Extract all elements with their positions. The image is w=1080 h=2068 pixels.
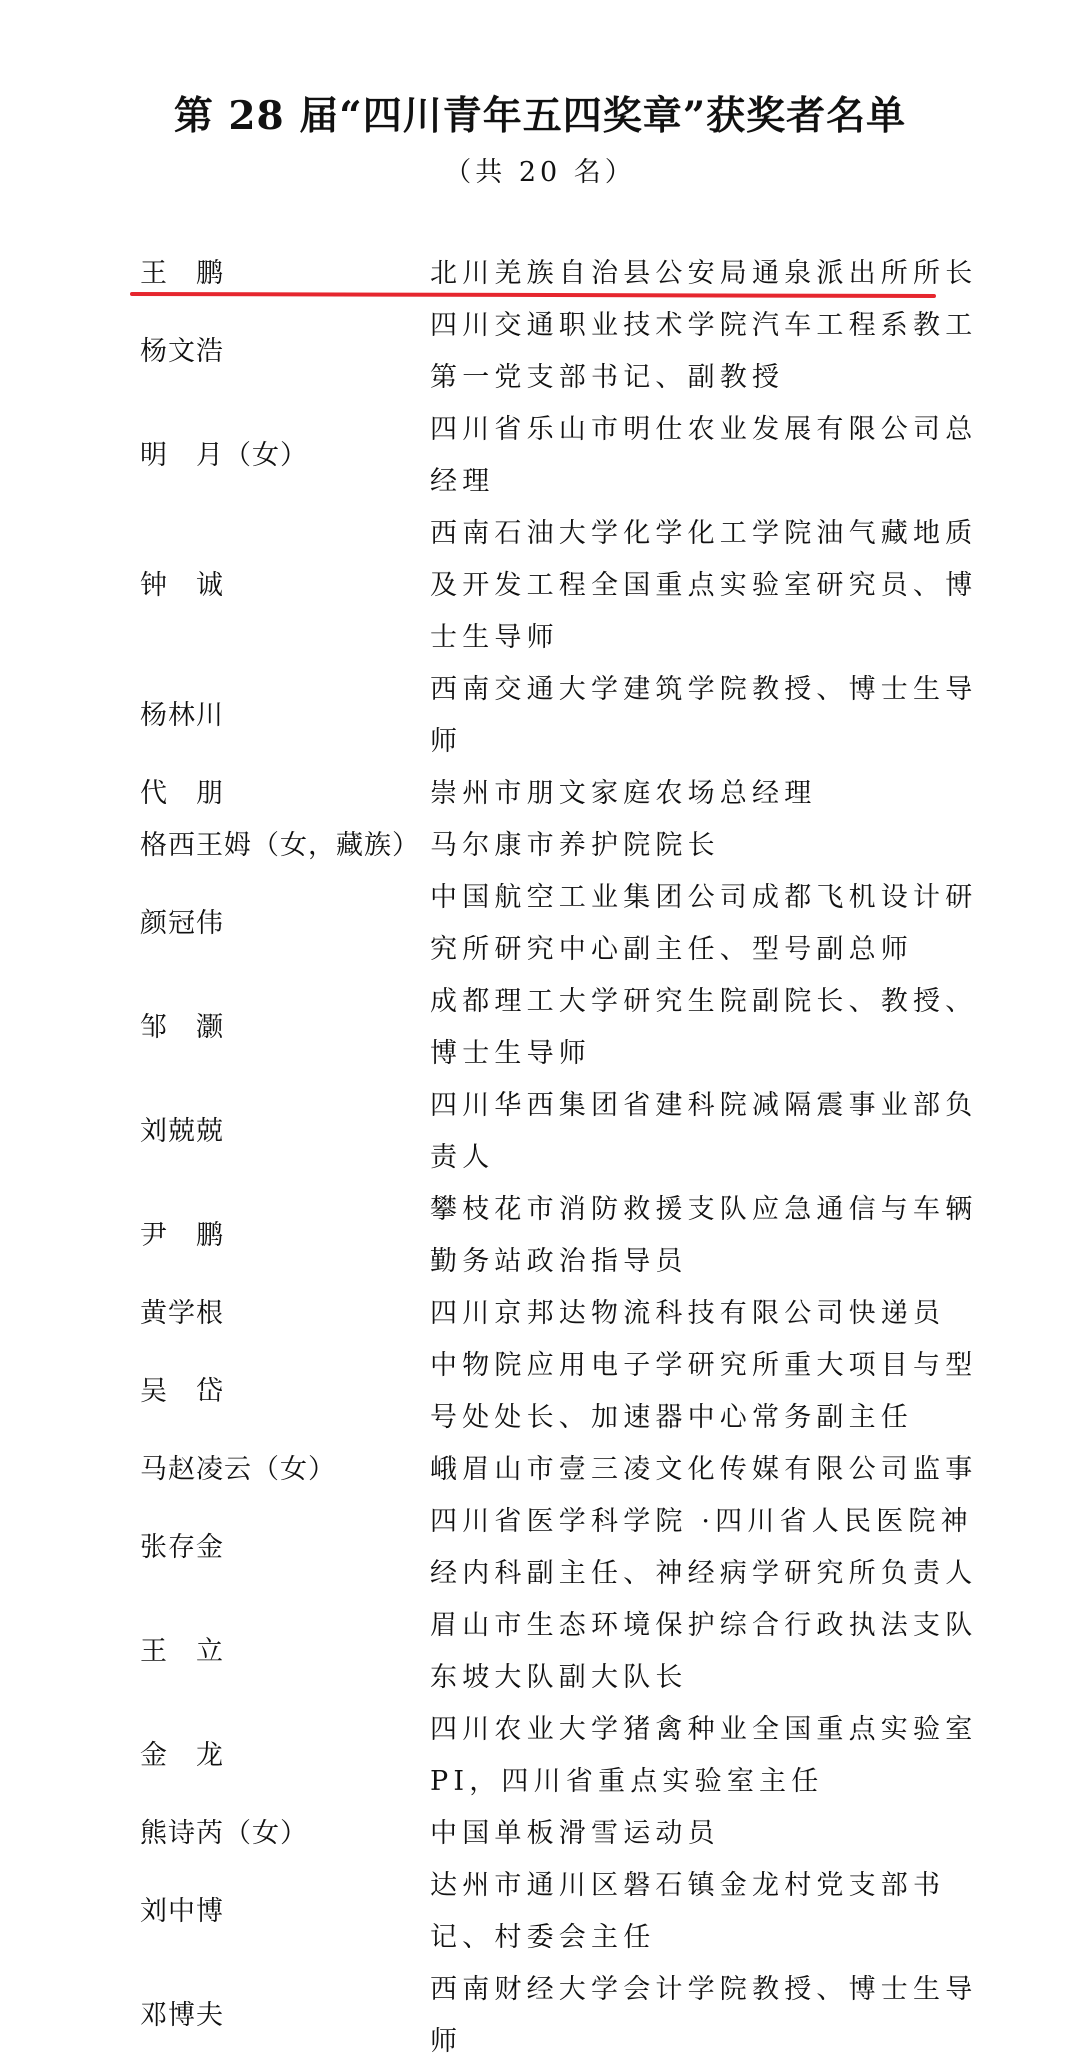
awardee-row: [0, 1496, 1080, 1600]
awardee-position: 马尔康市养护院院长: [430, 830, 720, 861]
awardee-position: 峨眉山市壹三凌文化传媒有限公司监事: [430, 1454, 978, 1485]
awardee-row: [0, 1964, 1080, 2068]
awardee-position: 成都理工大学研究生院副院长、教授、博士生导师: [430, 986, 978, 1069]
awardee-name: 金 龙: [140, 1740, 224, 1771]
awardee-name: 吴 岱: [140, 1376, 224, 1407]
awardee-name: 王 鹏: [140, 258, 224, 289]
awardee-name: 杨文浩: [140, 336, 224, 367]
awardee-row: [0, 508, 1080, 664]
awardee-name: 尹 鹏: [140, 1220, 224, 1251]
awardee-row: [0, 1080, 1080, 1184]
awardee-name: 颜冠伟: [140, 908, 224, 939]
awardee-row: [0, 664, 1080, 768]
awardee-row: [0, 1184, 1080, 1288]
awardee-position: 中物院应用电子学研究所重大项目与型号处处长、加速器中心常务副主任: [430, 1350, 978, 1433]
awardee-position: 达州市通川区磐石镇金龙村党支部书记、村委会主任: [430, 1870, 946, 1953]
awardee-row: [0, 1808, 1080, 1860]
awardee-position: 北川羌族自治县公安局通泉派出所所长: [430, 258, 978, 289]
awardee-row: [0, 1860, 1080, 1964]
awardee-position: 崇州市朋文家庭农场总经理: [430, 778, 817, 809]
awardee-position: 四川省乐山市明仕农业发展有限公司总经理: [430, 414, 978, 497]
awardee-position: 攀枝花市消防救援支队应急通信与车辆勤务站政治指导员: [430, 1194, 978, 1277]
awardee-row: [0, 404, 1080, 508]
awardee-row: [0, 1288, 1080, 1340]
awardee-row: [0, 768, 1080, 820]
awardee-position: 四川华西集团省建科院减隔震事业部负责人: [430, 1090, 978, 1173]
awardee-row: [0, 1444, 1080, 1496]
awardee-name: 刘兢兢: [140, 1116, 224, 1147]
awardee-name: 代 朋: [140, 778, 224, 809]
awardee-name: 明 月（女）: [140, 440, 308, 471]
awardee-name: 马赵凌云（女）: [140, 1454, 336, 1485]
awardee-name: 黄学根: [140, 1298, 224, 1329]
awardee-position: 西南财经大学会计学院教授、博士生导师: [430, 1974, 978, 2057]
awardee-name: 邓博夫: [140, 2000, 224, 2031]
awardee-row: [0, 1340, 1080, 1444]
awardee-row: [0, 976, 1080, 1080]
awardee-row: [0, 872, 1080, 976]
awardee-name: 王 立: [140, 1636, 224, 1667]
awardee-name: 邹 灏: [140, 1012, 224, 1043]
awardee-position: 西南石油大学化学化工学院油气藏地质及开发工程全国重点实验室研究员、博士生导师: [430, 518, 978, 653]
page-title: 第 28 届“四川青年五四奖章”获奖者名单: [173, 93, 907, 139]
awardee-position: 四川京邦达物流科技有限公司快递员: [430, 1298, 946, 1329]
awardee-position: 四川交通职业技术学院汽车工程系教工第一党支部书记、副教授: [430, 310, 978, 393]
awardee-position: 眉山市生态环境保护综合行政执法支队东坡大队副大队长: [430, 1610, 978, 1693]
page-subtitle: （共 20 名）: [444, 157, 636, 188]
awardee-row: [0, 1600, 1080, 1704]
awardee-position: 中国航空工业集团公司成都飞机设计研究所研究中心副主任、型号副总师: [430, 882, 978, 965]
awardee-list: [0, 248, 1080, 2068]
awardee-name: 杨林川: [140, 700, 224, 731]
awardee-row: [0, 300, 1080, 404]
awardee-name: 钟 诚: [140, 570, 224, 601]
awardee-row: [0, 1704, 1080, 1808]
awardee-position: 四川农业大学猪禽种业全国重点实验室 PI，四川省重点实验室主任: [430, 1714, 978, 1797]
awardee-name: 熊诗芮（女）: [140, 1818, 308, 1849]
awardee-position: 中国单板滑雪运动员: [430, 1818, 720, 1849]
awardee-row: [0, 248, 1080, 300]
awardee-name: 张存金: [140, 1532, 224, 1563]
awardee-position: 西南交通大学建筑学院教授、博士生导师: [430, 674, 978, 757]
awardee-row: [0, 820, 1080, 872]
awardee-name: 格西王姆（女，藏族）: [140, 830, 420, 861]
awardee-name: 刘中博: [140, 1896, 224, 1927]
awardee-position: 四川省医学科学院 ·四川省人民医院神经内科副主任、神经病学研究所负责人: [430, 1506, 978, 1589]
